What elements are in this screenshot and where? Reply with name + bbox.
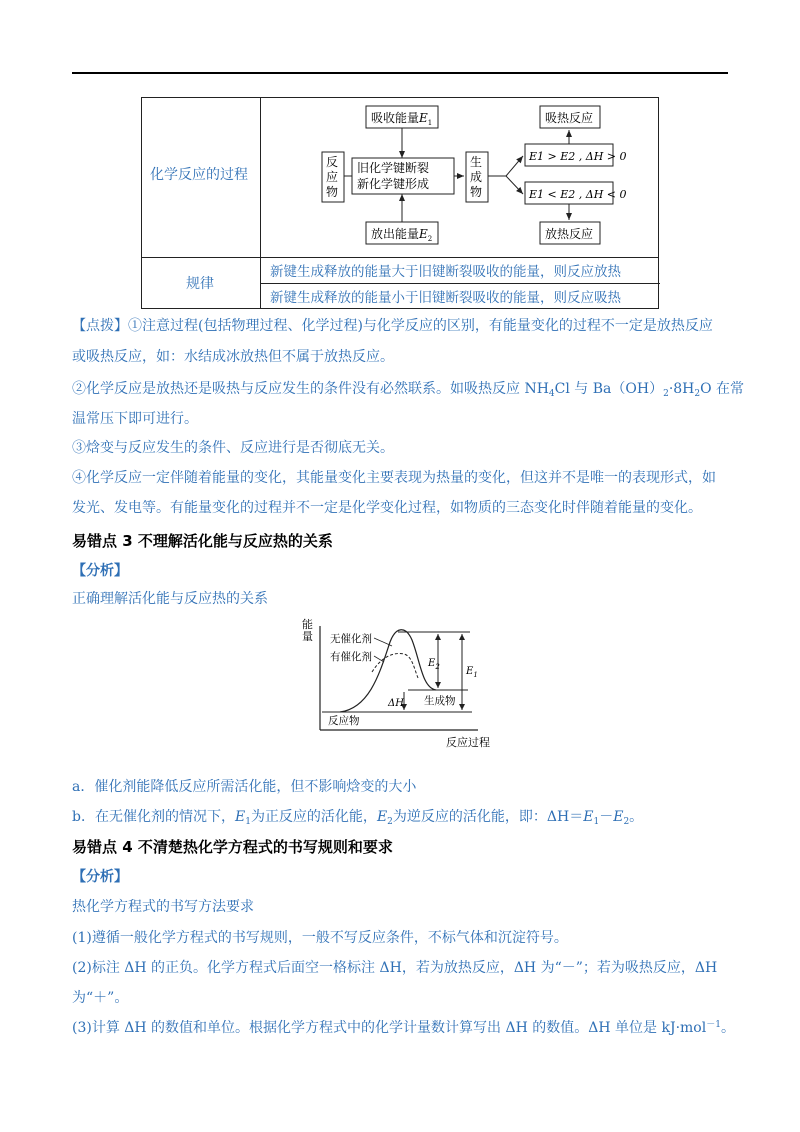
sub-2a: 2 xyxy=(663,389,669,399)
branch-up xyxy=(506,156,523,176)
e1-label: $E_1$ xyxy=(466,666,478,679)
release-energy-label: 放出能量$E_2$ xyxy=(371,227,433,243)
e2-label: $E_2$ xyxy=(428,658,440,671)
e1-inline-sub: 1 xyxy=(245,817,251,827)
y-label-2: 量 xyxy=(302,630,313,643)
section4-tag: 【分析】 xyxy=(72,869,128,885)
branch-down xyxy=(506,176,523,194)
rule-exothermic: 新键生成释放的能量大于旧键断裂吸收的能量，则反应放热 xyxy=(270,264,621,280)
absorb-energy-label: 吸收能量$E_1$ xyxy=(371,111,433,127)
e1-inline: E xyxy=(234,809,246,825)
section4-item-3 xyxy=(72,1017,735,1037)
item3-sup: －1 xyxy=(706,1020,721,1030)
item3b: 。 xyxy=(720,1020,735,1036)
point-b4: － xyxy=(599,809,614,825)
no-catalyst-label: 无催化剂 xyxy=(330,633,372,645)
section3-intro: 正确理解活化能与反应热的关系 xyxy=(72,591,268,607)
tip-line-7: 发光、发电等。有能量变化的过程并不一定是化学变化过程，如物质的三态变化时伴随着能量的变化。 xyxy=(72,500,702,516)
item3a: (3)计算 ΔH 的数值和单位。根据化学方程式中的化学计量数计算写出 ΔH 的数值。ΔH 单位是 kJ·mol xyxy=(72,1020,707,1036)
point-b2: 为正反应的活化能， xyxy=(250,809,377,825)
y-label-1: 能 xyxy=(302,618,313,631)
tip-line-4: 温常压下即可进行。 xyxy=(72,411,198,427)
header-rule xyxy=(72,72,728,74)
section4-item-1: (1)遵循一般化学方程式的书写规则，一般不写反应条件，不标气体和沉淀符号。 xyxy=(72,930,568,946)
endo-condition: E1 > E2 , ΔH > 0 xyxy=(529,150,627,163)
section3-title: 易错点 3 不理解活化能与反应热的关系 xyxy=(72,532,333,550)
point-b3: 为逆反应的活化能，即：ΔH＝ xyxy=(392,809,584,825)
point-b5: 。 xyxy=(629,809,644,825)
e2-inline-b: E xyxy=(613,809,624,825)
x-label: 反应过程 xyxy=(446,736,490,749)
e2-inline-b-sub: 2 xyxy=(623,817,630,827)
tip-line-3 xyxy=(72,378,744,399)
activation-energy-diagram xyxy=(300,612,500,752)
tip-line-5: ③焓变与反应发生的条件、反应进行是否彻底无关。 xyxy=(72,440,394,456)
row-label-rule: 规律 xyxy=(186,276,214,292)
tip-line-2: 或吸热反应，如：水结成冰放热但不属于放热反应。 xyxy=(72,349,394,365)
sub-2b: 2 xyxy=(694,389,701,399)
point-b xyxy=(72,806,643,827)
reactant-char-2: 应 xyxy=(326,170,339,184)
exo-condition: E1 < E2 , ΔH < 0 xyxy=(529,188,627,201)
tip-3c: ·8H xyxy=(668,381,695,397)
with-catalyst-label: 有催化剂 xyxy=(330,651,372,663)
dh-label: ΔH xyxy=(388,698,404,709)
section4-title: 易错点 4 不清楚热化学方程式的书写规则和要求 xyxy=(72,838,393,856)
reaction-process-table xyxy=(141,97,659,309)
table-row-divider xyxy=(142,257,658,258)
e1-inline-b-sub: 1 xyxy=(593,817,600,827)
tip-3d: O 在常 xyxy=(700,381,745,397)
section3-tag: 【分析】 xyxy=(72,563,128,579)
reactant-char-3: 物 xyxy=(326,185,339,199)
reaction-flow-diagram xyxy=(261,98,659,256)
bond-form-label: 新化学键形成 xyxy=(357,177,430,191)
tip-line-6: ④化学反应一定伴随着能量的变化，其能量变化主要表现为热量的变化，但这并不是唯一的表现形式，如 xyxy=(72,470,716,486)
section4-item-2b: 为“＋”。 xyxy=(72,990,129,1006)
reactant-label: 反应物 xyxy=(328,715,360,727)
point-b1: b．在无催化剂的情况下， xyxy=(72,809,235,825)
point-a: a．催化剂能降低反应所需活化能，但不影响焓变的大小 xyxy=(72,779,417,795)
product-label: 生成物 xyxy=(424,695,456,707)
bond-break-label: 旧化学键断裂 xyxy=(357,161,430,175)
section4-item-2a: (2)标注 ΔH 的正负。化学方程式后面空一格标注 ΔH，若为放热反应，ΔH 为“－”；若为吸热反应，ΔH xyxy=(72,960,718,976)
tip-3a: ②化学反应是放热还是吸热与反应发生的条件没有必然联系。如吸热反应 NH xyxy=(72,381,549,397)
rule-endothermic: 新键生成释放的能量小于旧键断裂吸收的能量，则反应吸热 xyxy=(270,290,621,306)
reactant-char-1: 反 xyxy=(326,155,339,169)
e1-inline-b: E xyxy=(583,809,594,825)
e2-inline-sub: 2 xyxy=(387,817,393,827)
product-char-1: 生 xyxy=(470,155,483,169)
tip-line-1: 【点拨】①注意过程(包括物理过程、化学过程)与化学反应的区别，有能量变化的过程不一定是放热反应 xyxy=(72,318,713,334)
no-catalyst-leader xyxy=(374,638,392,646)
section4-intro: 热化学方程式的书写方法要求 xyxy=(72,899,254,915)
row-label-process: 化学反应的过程 xyxy=(150,167,248,183)
endo-label: 吸热反应 xyxy=(545,111,594,125)
product-char-3: 物 xyxy=(470,185,483,199)
with-catalyst-leader xyxy=(374,656,384,662)
tip-3b: Cl 与 Ba（OH） xyxy=(554,381,664,397)
exo-label: 放热反应 xyxy=(545,227,594,241)
e2-inline: E xyxy=(376,809,388,825)
table-rule-divider xyxy=(260,283,660,284)
sub-4: 4 xyxy=(548,389,555,399)
product-char-2: 成 xyxy=(470,170,483,184)
